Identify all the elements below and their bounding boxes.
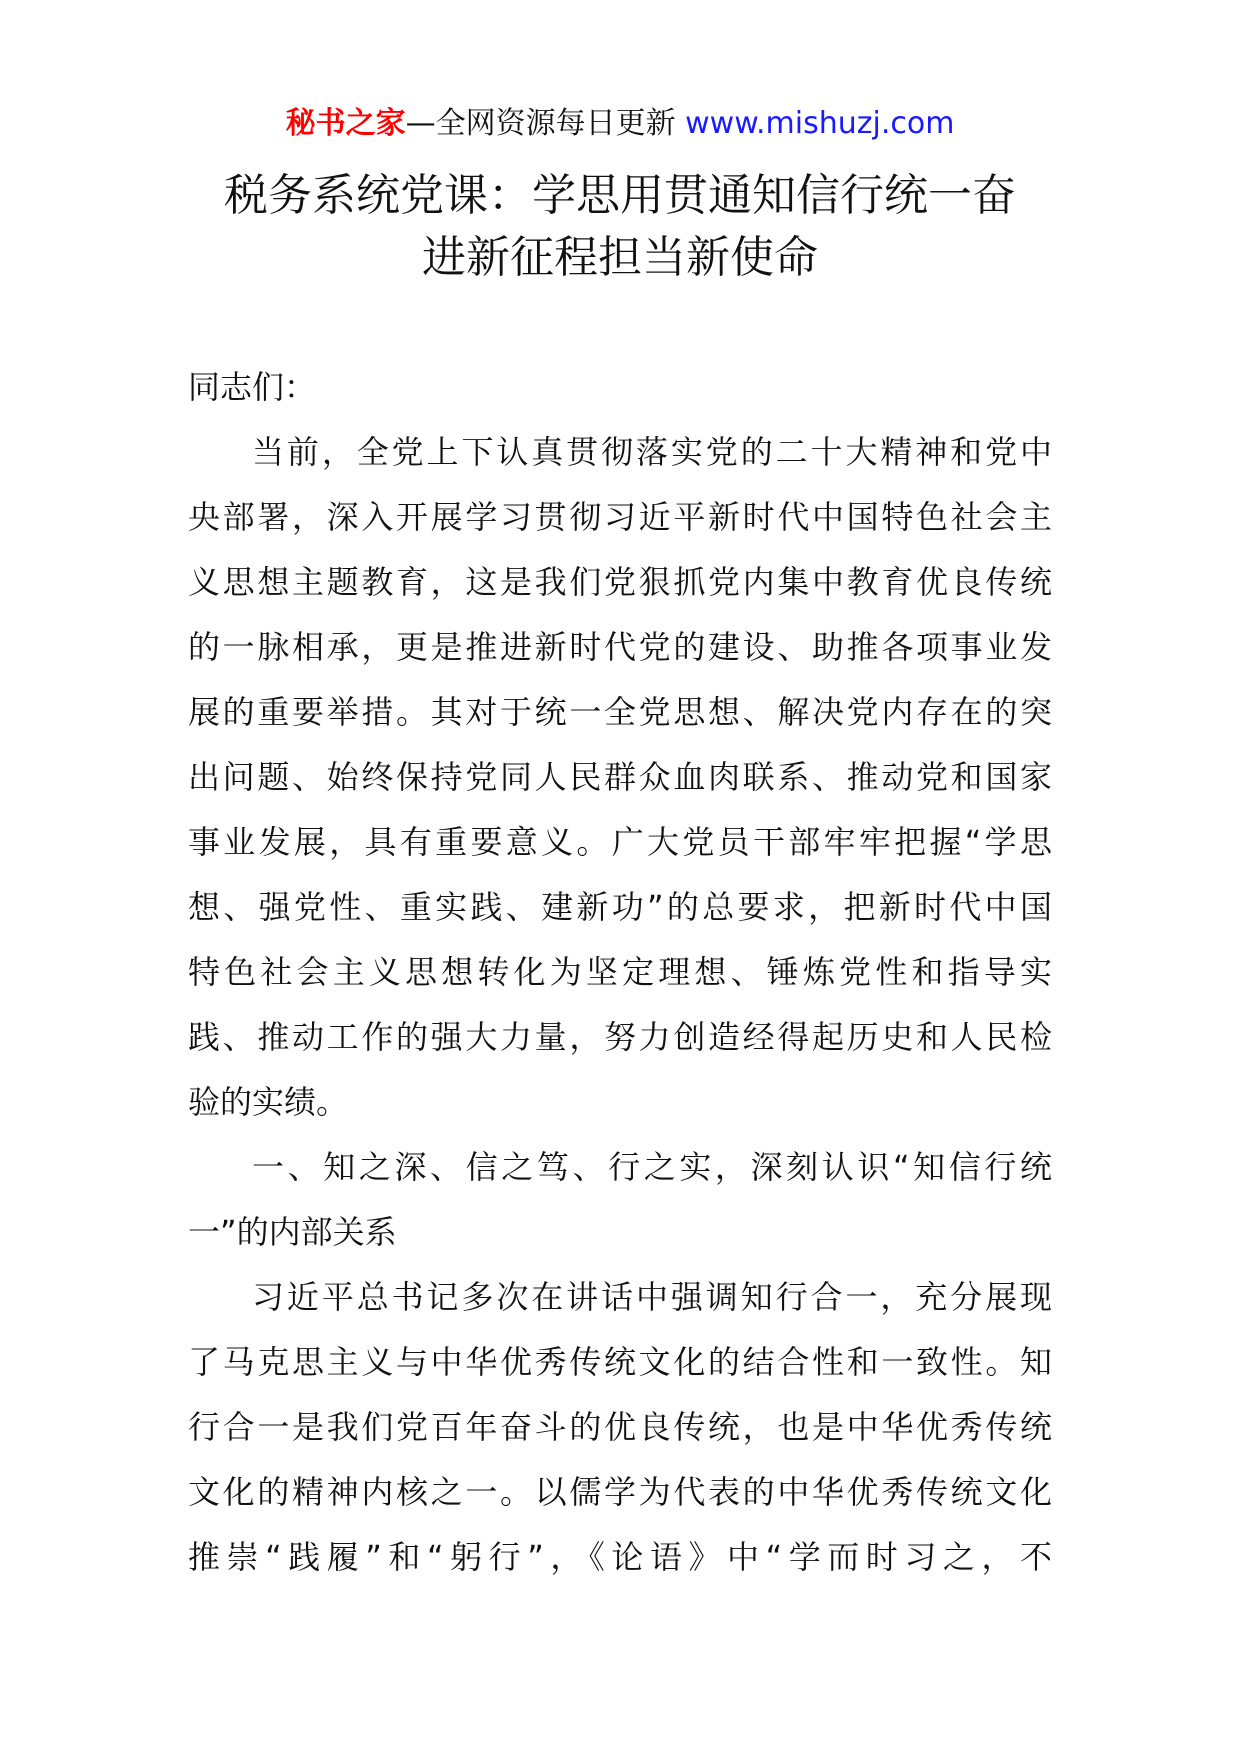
document-title — [160, 165, 1080, 289]
document-body — [188, 355, 1052, 1590]
text-line: 习近平总书记多次在讲话中强调知行合一，充分展现 — [252, 1278, 1052, 1316]
title-line-2: 进新征程担当新使命 — [422, 232, 818, 283]
text-line: 当前，全党上下认真贯彻落实党的二十大精神和党中 — [252, 433, 1052, 471]
text-line: 想、强党性、重实践、建新功”的总要求，把新时代中国 — [188, 888, 1052, 926]
site-url-link[interactable]: www.mishuzj.com — [685, 106, 955, 141]
salutation-text: 同志们： — [188, 368, 317, 406]
text-line: 文化的精神内核之一。以儒学为代表的中华优秀传统文化 — [188, 1473, 1052, 1511]
text-line: 践、推动工作的强大力量，努力创造经得起历史和人民检 — [188, 1018, 1052, 1056]
text-line: 验的实绩。 — [188, 1083, 349, 1121]
text-line: 特色社会主义思想转化为坚定理想、锤炼党性和指导实 — [188, 953, 1052, 991]
title-line-1: 税务系统党课：学思用贯通知信行统一奋 — [224, 170, 1016, 221]
text-line: 义思想主题教育，这是我们党狠抓党内集中教育优良传统 — [188, 563, 1052, 601]
brand-name: 秘书之家 — [285, 106, 406, 141]
site-header — [0, 102, 1240, 146]
heading-line: 一、知之深、信之笃、行之实，深刻认识“知信行统 — [252, 1148, 1052, 1186]
text-line: 事业发展，具有重要意义。广大党员干部牢牢把握“学思 — [188, 823, 1052, 861]
text-line: 了马克思主义与中华优秀传统文化的结合性和一致性。知 — [188, 1343, 1052, 1381]
heading-line: 一”的内部关系 — [188, 1213, 397, 1251]
header-tagline: —全网资源每日更新 — [405, 106, 686, 141]
section-heading-1 — [188, 1135, 1052, 1265]
text-line: 央部署，深入开展学习贯彻习近平新时代中国特色社会主 — [188, 498, 1052, 536]
text-line: 行合一是我们党百年奋斗的优良传统，也是中华优秀传统 — [188, 1408, 1052, 1446]
paragraph-intro — [188, 420, 1052, 1135]
salutation — [188, 355, 1052, 420]
paragraph-section-1 — [188, 1265, 1052, 1590]
text-line: 出问题、始终保持党同人民群众血肉联系、推动党和国家 — [188, 758, 1052, 796]
text-line: 推崇“践履”和“躬行”，《论语》中“学而时习之，不 — [188, 1538, 1052, 1576]
text-line: 的一脉相承，更是推进新时代党的建设、助推各项事业发 — [188, 628, 1052, 666]
text-line: 展的重要举措。其对于统一全党思想、解决党内存在的突 — [188, 693, 1052, 731]
